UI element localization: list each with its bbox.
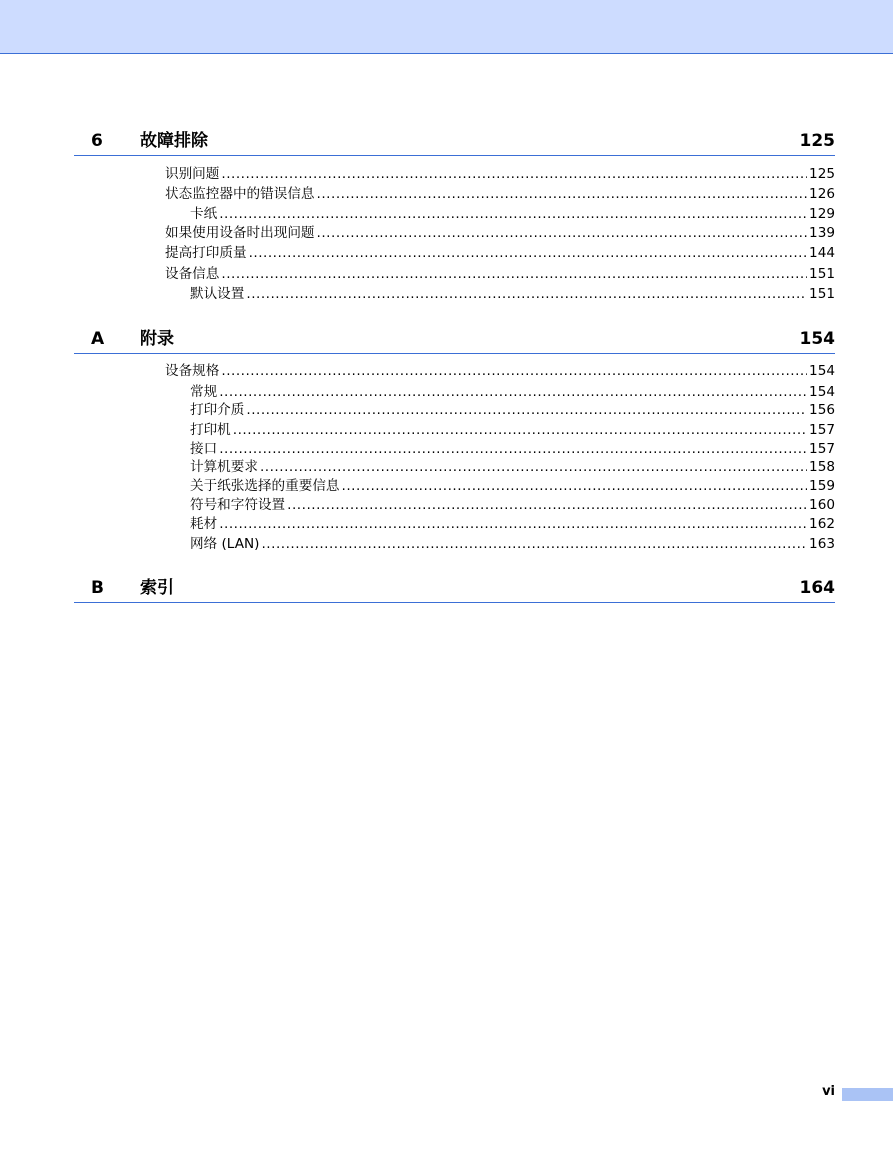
chapter-title: 附录 — [140, 329, 174, 349]
dot-leader — [221, 362, 807, 381]
chapter-title: 索引 — [140, 578, 174, 598]
header-band — [0, 0, 893, 54]
dot-leader — [219, 440, 807, 459]
toc-entry[interactable] — [190, 515, 835, 534]
chapter-page: 125 — [799, 131, 835, 151]
toc-entry-label: 符号和字符设置 — [190, 497, 286, 513]
toc-entry-label: 设备信息 — [165, 266, 220, 282]
dot-leader — [260, 458, 807, 477]
dot-leader — [221, 165, 807, 184]
chapter-number: A — [91, 329, 105, 349]
dot-leader — [246, 401, 807, 420]
toc-entry[interactable] — [165, 265, 835, 284]
toc-entry-page: 160 — [809, 497, 835, 513]
toc-entry-label: 提高打印质量 — [165, 245, 247, 261]
chapter-heading-a[interactable] — [74, 329, 835, 354]
toc-entry-page: 154 — [809, 363, 835, 379]
chapter-page: 164 — [799, 578, 835, 598]
toc-entry[interactable] — [165, 224, 835, 243]
toc-entry-label: 网络 (LAN) — [190, 536, 260, 552]
dot-leader — [249, 244, 807, 263]
toc-entry-label: 卡纸 — [190, 206, 218, 222]
toc-entry[interactable] — [165, 244, 835, 263]
toc-entry-page: 125 — [809, 166, 835, 182]
toc-entry[interactable] — [190, 477, 835, 496]
toc-entry[interactable] — [165, 362, 835, 381]
toc-entry[interactable] — [190, 496, 835, 515]
toc-entry-label: 设备规格 — [165, 363, 220, 379]
toc-entry-label: 默认设置 — [190, 286, 245, 302]
dot-leader — [317, 224, 808, 243]
toc-entry-label: 计算机要求 — [190, 459, 258, 475]
toc-entry-label: 打印介质 — [190, 402, 245, 418]
chapter-heading-6[interactable] — [74, 131, 835, 156]
toc-entry[interactable] — [190, 401, 835, 420]
toc-entry[interactable] — [190, 205, 835, 224]
toc-entry[interactable] — [190, 421, 835, 440]
toc-entry-label: 状态监控器中的错误信息 — [165, 186, 315, 202]
toc-entry-page: 162 — [809, 516, 835, 532]
dot-leader — [219, 383, 807, 402]
toc-entry[interactable] — [190, 383, 835, 402]
toc-entry[interactable] — [165, 185, 835, 204]
toc-entry-page: 151 — [809, 286, 835, 302]
toc-entry-page: 154 — [809, 384, 835, 400]
dot-leader — [287, 496, 807, 515]
toc-entry-page: 151 — [809, 266, 835, 282]
dot-leader — [233, 421, 807, 440]
toc-entry-page: 156 — [809, 402, 835, 418]
dot-leader — [261, 535, 807, 554]
toc-entry-page: 157 — [809, 422, 835, 438]
page-number: vi — [822, 1084, 835, 1099]
toc-entry-label: 接口 — [190, 441, 218, 457]
toc-entry-label: 识别问题 — [165, 166, 220, 182]
toc-entry[interactable] — [190, 285, 835, 304]
toc-entry-label: 关于纸张选择的重要信息 — [190, 478, 340, 494]
dot-leader — [221, 265, 807, 284]
toc-entry-page: 139 — [809, 225, 835, 241]
toc-entry[interactable] — [165, 165, 835, 184]
toc-entry-label: 如果使用设备时出现问题 — [165, 225, 315, 241]
dot-leader — [342, 477, 808, 496]
toc-entry-label: 打印机 — [190, 422, 231, 438]
dot-leader — [246, 285, 807, 304]
chapter-number: 6 — [91, 131, 103, 151]
toc-entry[interactable] — [190, 535, 835, 554]
toc-entry-page: 163 — [809, 536, 835, 552]
toc-entry-page: 157 — [809, 441, 835, 457]
corner-tab — [842, 1088, 893, 1101]
toc-entry-page: 129 — [809, 206, 835, 222]
dot-leader — [317, 185, 808, 204]
chapter-title: 故障排除 — [140, 131, 208, 151]
toc-entry-label: 常规 — [190, 384, 218, 400]
toc-entry-page: 159 — [809, 478, 835, 494]
toc-entry-label: 耗材 — [190, 516, 218, 532]
dot-leader — [219, 515, 807, 534]
dot-leader — [219, 205, 807, 224]
toc-entry-page: 158 — [809, 459, 835, 475]
chapter-page: 154 — [799, 329, 835, 349]
toc-entry[interactable] — [190, 458, 835, 477]
toc-entry[interactable] — [190, 440, 835, 459]
chapter-heading-b[interactable] — [74, 578, 835, 603]
toc-entry-page: 144 — [809, 245, 835, 261]
chapter-number: B — [91, 578, 104, 598]
toc-entry-page: 126 — [809, 186, 835, 202]
